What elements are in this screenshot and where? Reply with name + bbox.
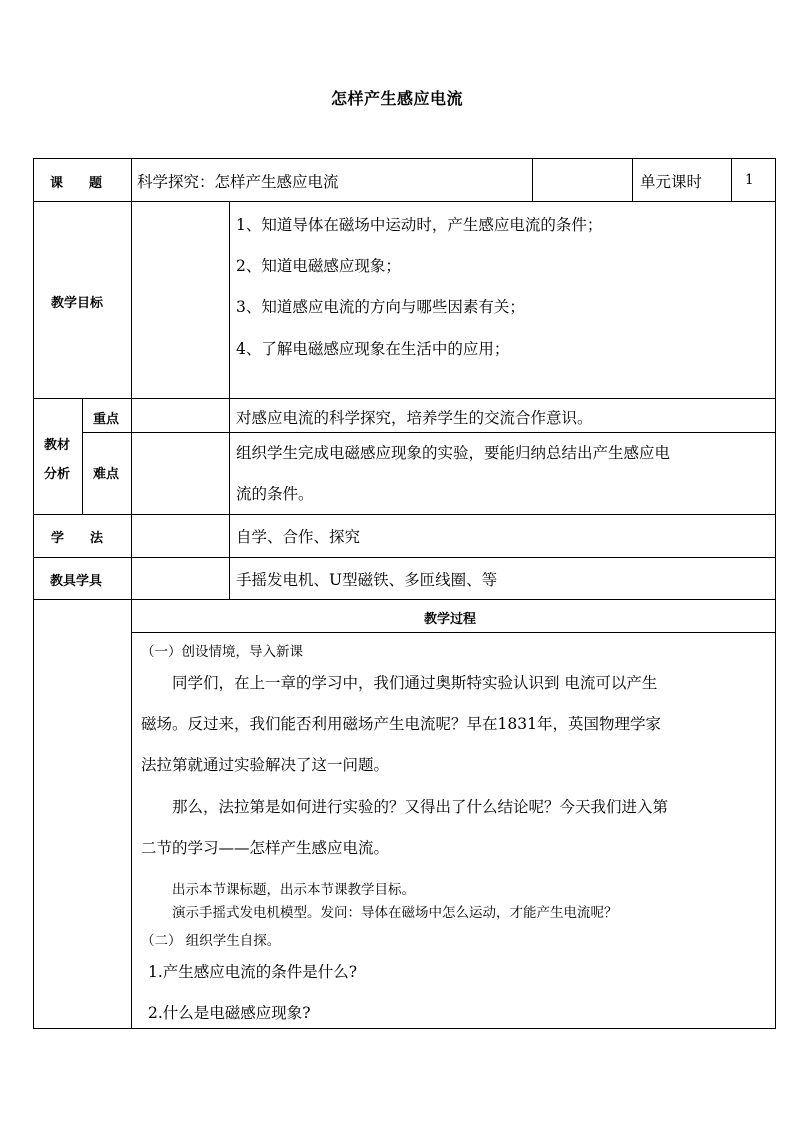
- table-line: [33, 158, 776, 159]
- table-line: [131, 158, 132, 599]
- paragraph-line: 磁场。反过来，我们能否利用磁场产生电流呢？早在1831年，英国物理学家: [141, 715, 661, 733]
- table-line: [33, 557, 776, 558]
- unit-hours-label: 单元课时: [640, 173, 703, 191]
- difficulty-text: 流的条件。: [236, 485, 314, 503]
- table-line: [82, 432, 776, 433]
- objective-item: 2、知道电磁感应现象；: [236, 257, 401, 275]
- objectives-label: 教学目标: [51, 296, 104, 311]
- topic-label: 课 题: [50, 176, 103, 191]
- document-title: 怎样产生感应电流: [330, 89, 463, 108]
- section-heading: （二） 组织学生自探。: [141, 933, 281, 949]
- table-line: [82, 398, 83, 514]
- method-text: 自学、合作、探究: [236, 528, 361, 546]
- objective-item: 3、知道感应电流的方向与哪些因素有关；: [236, 298, 525, 316]
- analysis-label: 教材: [44, 438, 71, 453]
- objective-item: 1、知道导体在磁场中运动时，产生感应电流的条件；: [236, 216, 603, 234]
- table-line: [532, 158, 533, 201]
- key-point-text: 对感应电流的科学探究，培养学生的交流合作意识。: [236, 409, 593, 427]
- objective-item: 4、了解电磁感应现象在生活中的应用；: [236, 340, 510, 358]
- difficulty-text: 组织学生完成电磁感应现象的实验，要能归纳总结出产生感应电: [236, 444, 671, 462]
- table-line: [731, 158, 732, 201]
- paragraph-line: 那么，法拉第是如何进行实验的？又得出了什么结论呢？今天我们进入第: [172, 798, 669, 816]
- method-label: 学 法: [51, 531, 104, 546]
- paragraph-line: 同学们，在上一章的学习中，我们通过奥斯特实验认识到 电流可以产生: [172, 674, 658, 692]
- table-line: [229, 201, 230, 599]
- table-line: [132, 632, 776, 633]
- paragraph-line: 二节的学习——怎样产生感应电流。: [141, 839, 390, 857]
- table-line: [33, 398, 776, 399]
- analysis-label: 分析: [44, 467, 71, 482]
- tools-text: 手摇发电机、U型磁铁、多匝线圈、等: [236, 571, 498, 589]
- section-heading: （一）创设情境，导入新课: [141, 644, 303, 660]
- question-item: 2.什么是电磁感应现象?: [148, 1004, 311, 1022]
- process-header: 教学过程: [424, 612, 477, 627]
- table-line: [33, 201, 776, 202]
- table-line: [33, 599, 776, 600]
- table-line: [33, 514, 776, 515]
- unit-hours-value: 1: [745, 172, 754, 188]
- paragraph-line: 法拉第就通过实验解决了这一问题。: [141, 756, 390, 774]
- difficulty-label: 难点: [93, 467, 120, 482]
- table-line: [775, 158, 776, 1029]
- note-line: 演示手摇式发电机模型。发问：导体在磁场中怎么运动，才能产生电流呢？: [172, 905, 618, 921]
- table-line: [131, 599, 132, 1029]
- table-line: [632, 158, 633, 201]
- topic-value: 科学探究：怎样产生感应电流: [137, 173, 339, 191]
- key-point-label: 重点: [93, 412, 120, 427]
- question-item: 1.产生感应电流的条件是什么?: [148, 963, 358, 981]
- note-line: 出示本节课标题，出示本节课教学目标。: [172, 882, 415, 898]
- table-line: [33, 158, 34, 1029]
- tools-label: 教具学具: [50, 574, 103, 589]
- table-line: [33, 1028, 776, 1029]
